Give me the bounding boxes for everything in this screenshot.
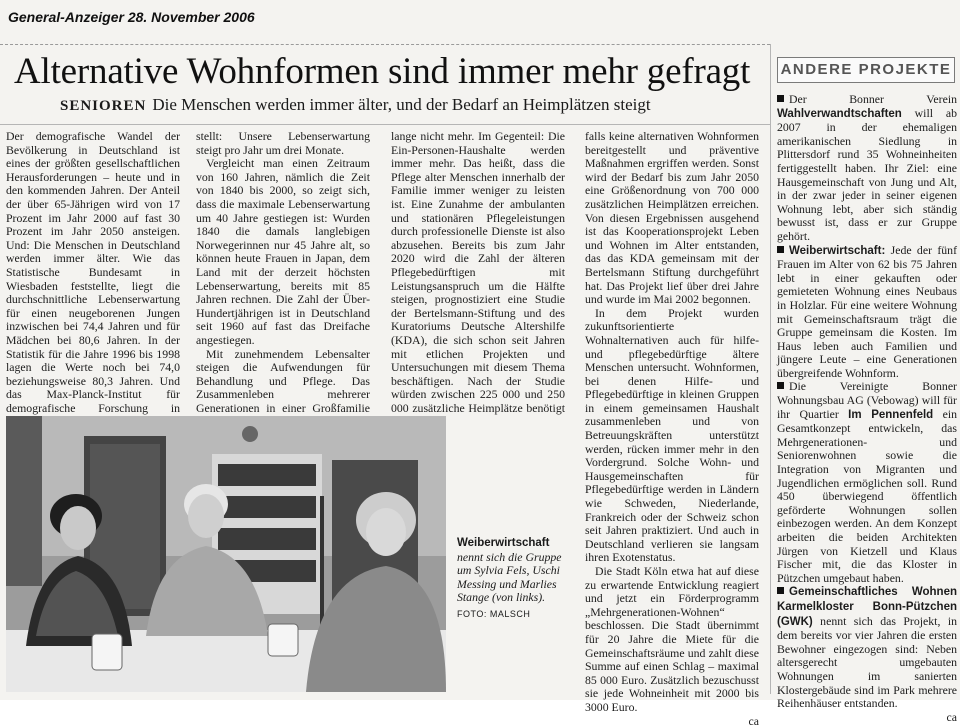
photo-illustration bbox=[6, 416, 446, 692]
kicker: SENIOREN bbox=[60, 98, 147, 114]
sidebar-item: Der Bonner Verein Wahlverwandtschaften will ab 2007 in der ehemaligen amerikanischen Siedlung in Plittersdorf rund 35 Wohneinheiten fertiggestellt haben. Ihr Ziel: eine Hausgemeinschaft von Jung und Alt, in der zwar jeder in seiner eigenen Wohnung lebt, aber sich ständig bewusst ist, dass er zur Gruppe gehört. bbox=[777, 92, 957, 243]
article-column-1 bbox=[6, 129, 180, 415]
subheadline-divider bbox=[0, 124, 770, 125]
paragraph: Vergleicht man einen Zeitraum von 160 Jahren, nämlich die Zeit von 1840 bis 2000, so zeigt sich, dass die maximale Lebenserwartung um 40 Jahre gestiegen ist: Wurden 1840 die damals langlebigen Norwegerinnen nur 45 Jahre alt, so können heute Frauen in Japan, dem Land mit der derzeit höchsten Lebenserwartung, bereits mit 85 Jahren rechnen. Die Zahl der Über-Hundertjährigen ist in Deutschland seit 1960 auf fast das Dreifache angestiegen. bbox=[196, 156, 370, 347]
source-line: General-Anzeiger 28. November 2006 bbox=[8, 9, 255, 25]
square-bullet-icon bbox=[777, 382, 784, 389]
photo-caption bbox=[457, 536, 575, 622]
paragraph: Der demografische Wandel der Bevölkerung in Deutschland ist eines der größten gesellschaftlichen Herausforderungen – heute und in den kommenden Jahren. Der Anteil der über 65-Jährigen wird von 17 Prozent im Jahr 2000 auf fast 30 Prozent im Jahr 2050 ansteigen. Und: Die Menschen in Deutschland werden immer älter. Wie das Statistische Bundesamt in Wiesbaden feststellte, liegt die durchschnittliche Lebenserwartung für einen neugeborenen Jungen inzwischen bei 74,4 Jahren und für Mädchen bei 80,6 Jahren. In der Statistik für die Jahre 1996 bis 1998 lagen die Werte noch bei 74,0 beziehungsweise 80,3 Jahren. Und das Max-Planck-Institut für demografische Forschung in bbox=[6, 129, 180, 415]
sidebar-item: Die Vereinigte Bonner Wohnungsbau AG (Vebowag) will für ihr Quartier Im Pennenfeld ein Gesamtkonzept entwickeln, das Mehrgenerationen- und Seniorenwohnen sowie die Integration von Migranten und Jugendlichen ermöglichen soll. Rund 450 überwiegend öffentlich geförderte Wohnungen sollen einbezogen werden. An dem Konzept arbeiten die beiden Architekten Jürgen von Kietzell und Klaus Fischer mit, die das Kloster in Pützchen umgebaut haben. bbox=[777, 379, 957, 585]
author-signature: ca bbox=[748, 713, 759, 728]
sidebar-item: Gemeinschaftliches Wohnen Karmelkloster Bonn-Pützchen (GWK) nennt sich das Projekt, in dem bereits vor vier Jahren die ersten Bewohner eingezogen sind: Neben altersgerecht umgebauten Wohnungen im sanierten Klostergebäude sind im Park mehrere Reihenhäuser entstanden. bbox=[777, 586, 957, 711]
photo-credit: FOTO: MALSCH bbox=[457, 608, 531, 619]
paragraph: Mit zunehmendem Lebensalter steigen die Aufwendungen für Behandlung und Pflege. Das Zusammenleben mehrerer Generationen in einer Großfamilie bbox=[196, 346, 370, 415]
sidebar-column bbox=[777, 92, 957, 724]
paragraph: In dem Projekt wurden zukunftsorientierte Wohnalternativen auch für hilfe- und pflegebedürftige ältere Menschen untersucht. Wohnformen, bei denen Hilfe- und Pflegebedürftige in kleinen Gruppen in einem gemeinsamen Haushalt zusammenleben und von Betreuungskräften unterstützt werden, rücken immer mehr in den Vordergrund. Solche Wohn- und Hausgemeinschaften für Pflegebedürftige werden in Ländern wie Schweden, Niederlande, Frankreich oder der Schweiz schon seit Jahren praktiziert. Und auch in Deutschland verlieren sie langsam ihren Exotenstatus. bbox=[585, 305, 759, 565]
subheadline: Die Menschen werden immer älter, und der Bedarf an Heimplätzen steigt bbox=[152, 95, 651, 114]
paragraph: Die Stadt Köln etwa hat auf diese zu erwartende Entwicklung reagiert und jetzt ein Förderprogramm „Mehrgenerationen-Wohnen“ beschlossen. Die Stadt übernimmt für 20 Jahre die Miete für die Gemeinschaftsräume und zahlt diese Summe auf einen Schlag – maximal 85 000 Euro. Zusätzlich bezuschusst sie jede Wohneinheit mit 2000 bis 3000 Euro. bbox=[585, 564, 759, 714]
sidebar-signature: ca bbox=[946, 709, 957, 724]
paragraph: falls keine alternativen Wohnformen bereitgestellt und präventive Maßnahmen ergriffen werden. Sonst wird der Bedarf bis zum Jahr 2050 eine Größenordnung von 700 000 zusätzlichen Heimplätzen erreichen. Von diesen Ergebnissen ausgehend ist das Kooperationsprojekt Leben und Wohnen im Alter entstanden, das das KDA gemeinsam mit der Bertelsmann Stiftung durchgeführt hat. Das Projekt lief über drei Jahre und wurde im Mai 2002 begonnen. bbox=[585, 129, 759, 307]
group-photo bbox=[6, 416, 446, 692]
caption-title: Weiberwirtschaft bbox=[457, 537, 550, 549]
square-bullet-icon bbox=[777, 95, 784, 102]
top-divider bbox=[0, 44, 770, 45]
sidebar-item: Weiberwirtschaft: Jede der fünf Frauen im Alter von 62 bis 75 Jahren lebt in einer gekauften oder gemieteten Wohnung eines Neubaus in Holzlar. Für eine weitere Wohnung mit Gemeinschaftsraum trägt die Gruppe gemeinsam die Kosten. Im Haus leben auch Familien und jüngere Leute – eine Generationen übergreifende Wohnform. bbox=[777, 242, 957, 380]
square-bullet-icon bbox=[777, 587, 784, 594]
sidebar-divider bbox=[770, 44, 771, 694]
sidebar-title: ANDERE PROJEKTE bbox=[777, 57, 955, 83]
headline: Alternative Wohnformen sind immer mehr gefragt bbox=[14, 51, 751, 92]
article-column-2 bbox=[196, 129, 370, 415]
paragraph: lange nicht mehr. Im Gegenteil: Die Ein-Personen-Haushalte werden immer mehr. Das heißt, dass die Pflege alter Menschen innerhalb der Familie immer weniger zu leisten ist. Eine Zunahme der ambulanten und stationären Pflegeleistungen durch professionelle Dienste ist also abzusehen. Bereits bis zum Jahr 2020 wird die Zahl der älteren Pflegebedürftigen mit Leistungsanspruch um die Hälfte steigen, prognostiziert eine Studie der Bertelsmann-Stiftung und des Kuratoriums Deutsche Altershilfe (KDA), die sich schon seit Jahren mit etlichen Projekten und Untersuchungen mit diesem Thema beschäftigen. Nach der Studie würden zwischen 225 000 und 250 000 zusätzliche Heimplätze benötigt bbox=[391, 129, 565, 415]
subheadline-row bbox=[60, 94, 760, 117]
paragraph: stellt: Unsere Lebenserwartung steigt pro Jahr um drei Monate. bbox=[196, 129, 370, 157]
article-column-3 bbox=[391, 129, 565, 415]
caption-text: nennt sich die Gruppe um Sylvia Fels, Uschi Messing und Marlies Stange (von links). bbox=[457, 549, 562, 605]
square-bullet-icon bbox=[777, 246, 784, 253]
article-column-4 bbox=[585, 129, 759, 728]
